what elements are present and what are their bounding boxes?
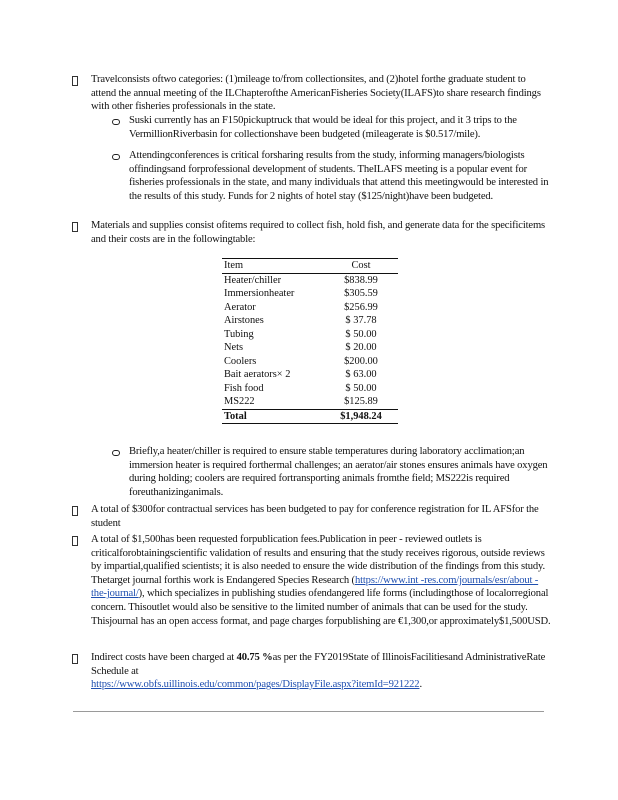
publication-text-start: A total of $1,500has been requested forpublication fees.Publication in peer - reviewed outlets is criticalforobtainingscientific validation of results and ensuring that the study receives rigorous, outside reviews by impartial,qualified scientists; it is also needed to ensure the wide distribution of the findings from this study. Thetarget journal forthis work is Endangered Species Research ( [91,534,545,586]
table-row [222,273,398,287]
table-row [222,382,398,396]
table-row [222,395,398,409]
indirect-costs-paragraph [91,651,551,692]
travel-conference-paragraph: Attendingconferences is critical forsharing results from the study, informing managers/biologists offindingsand forprofessional development of students. TheILAFS meeting is a popular event for fisheries professionals in the state, and many individuals that attend this meetingwould be interested in the results of this study. Funds for 2 nights of hotel stay ($125/night)have been budgeted. [129,150,549,202]
rate-schedule-link[interactable]: https://www.obfs.uillinois.edu/common/pages/DisplayFile.aspx?itemId=921222 [91,679,420,691]
item-cost: $305.59 [344,288,378,299]
table-row [222,314,398,328]
bullet-icon [72,651,82,669]
table-row [222,301,398,315]
item-cost: $ 63.00 [345,369,377,380]
total-cost: $1,948.24 [324,409,398,424]
bullet-icon [72,219,82,237]
indirect-text-start: Indirect costs have been charged at [91,652,237,663]
item-cost: $ 50.00 [345,328,377,340]
bullet-icon [72,503,82,521]
contractual-paragraph: A total of $300for contractual services has been budgeted to pay for conference registration for IL AFSfor the student [91,504,539,529]
total-label: Total [222,409,324,424]
item-name: Nets [224,342,244,353]
materials-paragraph: Materials and supplies consist ofitems required to collect fish, hold fish, and generate data for the specificitems and their costs are in the followingtable: [91,220,546,245]
item-name: MS222 [224,396,255,407]
travel-mileage-paragraph: Suski currently has an F150pickuptruck that would be ideal for this project, and it 3 trips to the VermillionRiverbasin for collectionshave been budgeted (mileagerate is $0.517/mile). [129,115,517,140]
item-cost: $ 50.00 [345,382,377,394]
horizontal-divider [73,711,544,712]
sub-bullet-icon [112,149,122,163]
table-row [222,328,398,342]
item-name: Fish food [224,382,264,394]
table-total-row [222,409,398,424]
item-name: Bait aerators× 2 [224,369,291,380]
item-name: Immersionheater [224,288,295,299]
sub-bullet-icon [112,114,122,128]
indirect-text-end: . [419,679,422,691]
item-cost: $838.99 [344,274,378,286]
indirect-rate: 40.75 % [236,652,273,663]
column-header-item: Item [222,259,324,274]
item-name: Aerator [224,301,256,313]
materials-justification-paragraph: Briefly,a heater/chiller is required to ensure stable temperatures during laboratory acclimation;an immersion heater is required forthermal challenges; an aerator/air stones ensures animals have oxygen during holding; coolers are required fortransporting animals fromthe field; MS222is required foreuthanizinganimals. [129,446,548,498]
table-row [222,355,398,369]
table-row [222,287,398,301]
item-cost: $256.99 [344,301,378,313]
item-name: Heater/chiller [224,274,282,286]
publication-text-end: ), which specializes in publishing studies ofendangered life forms (includingthose of localorregional concern. Thisoutlet would also be sensitive to the limited number of animals that can be used for the study. Thisjournal has an open access format, and page charges forpublishing are €1,300,or approximately$1,500USD. [91,588,551,627]
item-name: Airstones [224,315,264,326]
indirect-text-middle: as per the FY2019State of IllinoisFacilitiesand AdministrativeRate Schedule at [91,652,546,677]
item-cost: $ 20.00 [345,342,377,353]
bullet-icon [72,533,82,551]
sub-bullet-icon [112,445,122,459]
travel-paragraph: Travelconsists oftwo categories: (1)mileage to/from collectionsites, and (2)hotel forthe graduate student to attend the annual meeting of the ILChapterofthe AmericanFisheries Society(ILAFS)to share research findings with other fisheries professionals in the state. [91,74,541,113]
column-header-cost: Cost [324,259,398,274]
materials-cost-table [222,258,398,424]
table-header-row [222,259,398,274]
bullet-icon [72,73,82,91]
journal-link[interactable]: https://www.int -res.com/journals/esr/about -the-journal/ [91,574,539,600]
item-cost: $125.89 [344,396,378,407]
publication-paragraph [91,533,551,628]
table-row [222,341,398,355]
item-cost: $ 37.78 [345,315,377,326]
item-cost: $200.00 [344,355,378,367]
table-row [222,368,398,382]
item-name: Coolers [224,355,257,367]
item-name: Tubing [224,328,254,340]
